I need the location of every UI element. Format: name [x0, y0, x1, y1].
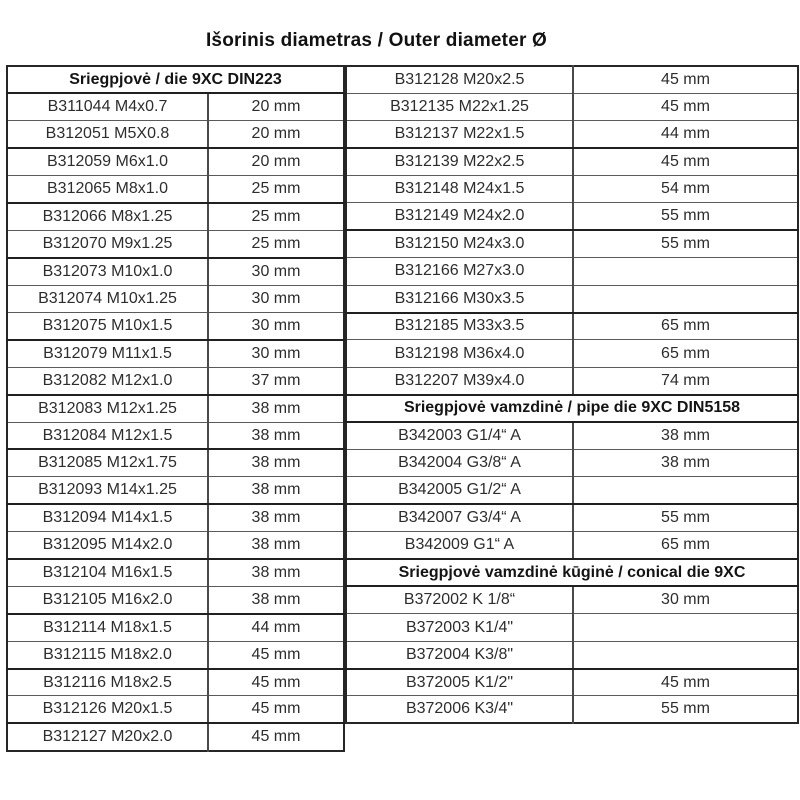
table-row — [346, 285, 798, 312]
table-row — [346, 367, 798, 394]
diameter-cell: 45 mm — [208, 641, 344, 668]
diameter-cell — [573, 477, 798, 504]
table-row — [346, 340, 798, 367]
product-code-cell: B312135 M22x1.25 — [346, 93, 573, 120]
diameter-cell: 45 mm — [573, 93, 798, 120]
diameter-cell: 38 mm — [208, 422, 344, 449]
diameter-cell: 45 mm — [251, 728, 301, 746]
table-row — [7, 230, 344, 257]
table-row — [346, 176, 798, 203]
diameter-cell: 25 mm — [208, 230, 344, 257]
product-code-cell: B312126 M20x1.5 — [7, 696, 208, 723]
product-code-cell: B312127 M20x2.0 — [7, 723, 208, 750]
diameter-cell: 30 mm — [573, 586, 798, 613]
diameter-cell: 45 mm — [573, 66, 798, 93]
product-code-cell: B312051 M5X0.8 — [7, 121, 208, 148]
table-row — [346, 422, 798, 449]
table-row — [7, 93, 344, 120]
diameter-cell: 25 mm — [208, 176, 344, 203]
table-row — [7, 148, 344, 175]
table-row — [346, 669, 798, 696]
product-code-cell: B312207 M39x4.0 — [346, 367, 573, 394]
section-header-label: Sriegpjovė vamzdinė / pipe die 9XC DIN5158 — [346, 395, 798, 422]
diameter-cell: 55 mm — [573, 203, 798, 230]
diameter-cell — [573, 614, 798, 641]
product-code-cell: B312075 M10x1.5 — [7, 313, 208, 340]
diameter-cell: 55 mm — [661, 700, 710, 718]
table-row — [346, 258, 798, 285]
product-code-cell: B342003 G1/4“ A — [346, 422, 573, 449]
product-code-cell: B312116 M18x2.5 — [7, 669, 208, 696]
product-code-cell: B312128 M20x2.5 — [346, 66, 573, 93]
diameter-cell: 30 mm — [208, 340, 344, 367]
diameter-cell: 38 mm — [208, 532, 344, 559]
table-row — [346, 121, 798, 148]
table-row — [346, 696, 798, 723]
diameter-cell — [573, 641, 798, 668]
product-code-cell: B312079 M11x1.5 — [7, 340, 208, 367]
diameter-cell: 38 mm — [208, 477, 344, 504]
product-code-cell: B312115 M18x2.0 — [7, 641, 208, 668]
diameter-cell: 65 mm — [573, 532, 798, 559]
diameter-cell: 25 mm — [208, 203, 344, 230]
table-row — [7, 641, 344, 668]
product-code-cell: B372005 K1/2" — [346, 669, 573, 696]
diameter-cell: 45 mm — [573, 148, 798, 175]
product-code-cell: B312114 M18x1.5 — [7, 614, 208, 641]
product-code-cell: B312070 M9x1.25 — [7, 230, 208, 257]
diameter-cell: 38 mm — [208, 586, 344, 613]
table-row — [7, 313, 344, 340]
table-row — [346, 203, 798, 230]
table-row — [7, 477, 344, 504]
table-row — [7, 285, 344, 312]
table-row — [346, 504, 798, 531]
table-row — [346, 477, 798, 504]
table-row — [7, 340, 344, 367]
diameter-cell: 45 mm — [208, 696, 344, 723]
product-code-cell: B312084 M12x1.5 — [7, 422, 208, 449]
table-row — [7, 422, 344, 449]
product-code-cell: B312166 M27x3.0 — [346, 258, 573, 285]
diameter-cell: 44 mm — [573, 121, 798, 148]
table-row — [346, 230, 798, 257]
product-code-cell: B312074 M10x1.25 — [7, 285, 208, 312]
diameter-cell: 38 mm — [573, 422, 798, 449]
diameter-cell — [573, 285, 798, 312]
product-code-cell: B372002 K 1/8“ — [346, 586, 573, 613]
product-code-cell: B311044 M4x0.7 — [7, 93, 208, 120]
table-row — [7, 559, 344, 586]
diameter-cell — [573, 258, 798, 285]
diameter-cell: 45 mm — [208, 669, 344, 696]
product-code-cell: B312085 M12x1.75 — [7, 449, 208, 476]
diameter-cell: 20 mm — [208, 148, 344, 175]
diameter-cell: 74 mm — [573, 367, 798, 394]
table-row — [346, 148, 798, 175]
section-header-row — [7, 66, 344, 93]
section-header-row — [346, 395, 798, 422]
product-code-cell: B342004 G3/8“ A — [346, 449, 573, 476]
diameter-cell: 55 mm — [573, 504, 798, 531]
product-code-cell: B312148 M24x1.5 — [346, 176, 573, 203]
left-table — [6, 65, 345, 752]
product-code-cell: B312105 M16x2.0 — [7, 586, 208, 613]
section-header-row — [346, 559, 798, 586]
product-code-cell: B312066 M8x1.25 — [7, 203, 208, 230]
title-bar — [6, 0, 795, 52]
table-row — [7, 723, 344, 750]
diameter-cell: 38 mm — [208, 504, 344, 531]
table-row — [7, 203, 344, 230]
product-code-cell: B312082 M12x1.0 — [7, 367, 208, 394]
table-row — [346, 586, 798, 613]
product-code-cell: B312149 M24x2.0 — [346, 203, 573, 230]
product-code-cell: B372004 K3/8" — [346, 641, 573, 668]
diameter-cell: 38 mm — [208, 559, 344, 586]
product-code-cell: B312083 M12x1.25 — [7, 395, 208, 422]
page-title: Išorinis diametras / Outer diameter Ø — [205, 30, 548, 51]
product-code-cell: B312166 M30x3.5 — [346, 285, 573, 312]
table-row — [7, 176, 344, 203]
table-row — [7, 258, 344, 285]
product-code-cell: B342005 G1/2“ A — [346, 477, 573, 504]
diameter-cell: 45 mm — [573, 669, 798, 696]
product-code-cell: B312094 M14x1.5 — [7, 504, 208, 531]
diameter-cell: 65 mm — [573, 340, 798, 367]
tables-container — [6, 65, 800, 752]
diameter-cell: 65 mm — [573, 313, 798, 340]
table-row — [346, 641, 798, 668]
section-header-label: Sriegpjovė / die 9XC DIN223 — [7, 66, 344, 93]
diameter-cell: 30 mm — [208, 258, 344, 285]
table-row — [346, 66, 798, 93]
product-code-cell: B312185 M33x3.5 — [346, 313, 573, 340]
diameter-cell: 38 mm — [208, 449, 344, 476]
product-code-cell: B342007 G3/4“ A — [346, 504, 573, 531]
diameter-cell: 55 mm — [573, 230, 798, 257]
table-row — [346, 93, 798, 120]
table-row — [7, 367, 344, 394]
table-row — [7, 614, 344, 641]
diameter-cell: 37 mm — [208, 367, 344, 394]
table-row — [346, 313, 798, 340]
diameter-cell: 54 mm — [573, 176, 798, 203]
table-row — [7, 532, 344, 559]
product-code-cell: B312198 M36x4.0 — [346, 340, 573, 367]
table-row — [7, 449, 344, 476]
product-code-cell: B312059 M6x1.0 — [7, 148, 208, 175]
diameter-cell: 20 mm — [208, 121, 344, 148]
product-code-cell: B312093 M14x1.25 — [7, 477, 208, 504]
product-code-cell: B312073 M10x1.0 — [7, 258, 208, 285]
product-code-cell: B312150 M24x3.0 — [346, 230, 573, 257]
diameter-cell: 30 mm — [208, 285, 344, 312]
table-row — [7, 586, 344, 613]
table-row — [7, 395, 344, 422]
table-row — [346, 532, 798, 559]
right-table — [345, 65, 799, 724]
product-code-cell: B312137 M22x1.5 — [346, 121, 573, 148]
product-code-cell: B372006 K3/4" — [346, 696, 573, 723]
diameter-cell: 44 mm — [208, 614, 344, 641]
product-code-cell: B372003 K1/4" — [346, 614, 573, 641]
table-row — [7, 669, 344, 696]
product-code-cell: B312095 M14x2.0 — [7, 532, 208, 559]
diameter-cell: 30 mm — [208, 313, 344, 340]
product-code-cell: B342009 G1“ A — [346, 532, 573, 559]
section-header-label: Sriegpjovė vamzdinė kūginė / conical die 9XC — [346, 559, 798, 586]
product-code-cell: B312065 M8x1.0 — [7, 176, 208, 203]
diameter-cell: 38 mm — [573, 449, 798, 476]
product-code-cell: B312104 M16x1.5 — [7, 559, 208, 586]
product-code-cell: B312139 M22x2.5 — [346, 148, 573, 175]
table-row — [7, 504, 344, 531]
table-row — [7, 121, 344, 148]
diameter-cell: 38 mm — [208, 395, 344, 422]
table-row — [346, 614, 798, 641]
diameter-cell: 20 mm — [208, 93, 344, 120]
table-row — [346, 449, 798, 476]
table-row — [7, 696, 344, 723]
